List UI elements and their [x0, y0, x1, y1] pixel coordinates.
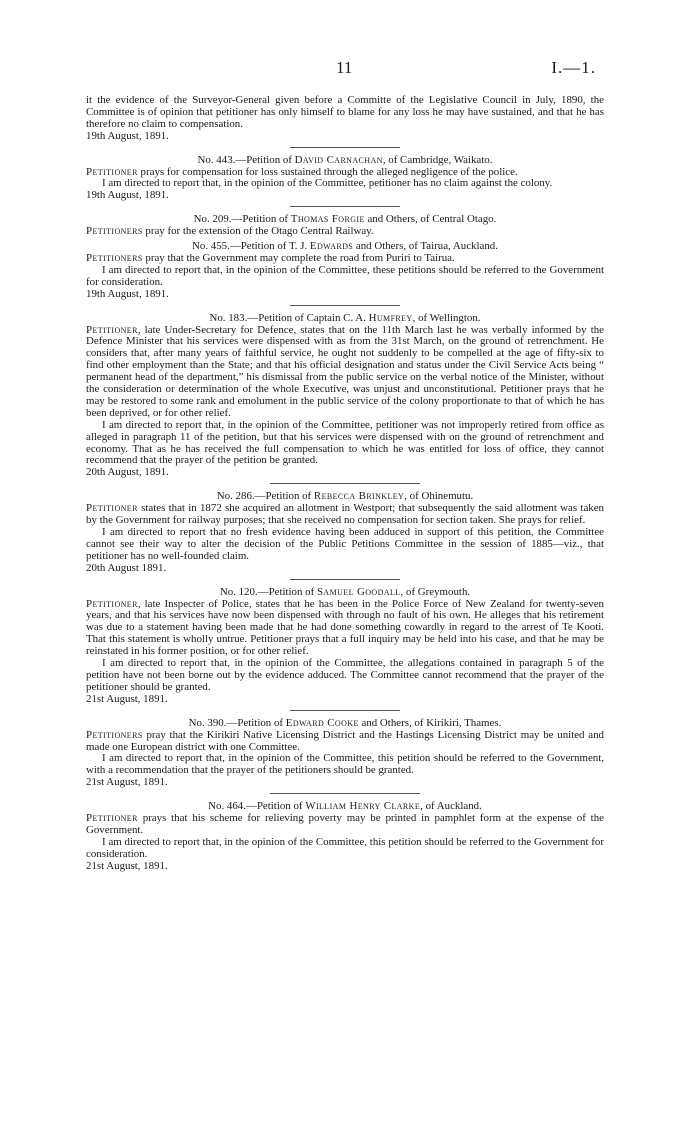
petition-120-report: I am directed to report that, in the opinion of the Committee, the allegations contained in paragraph 5 of the petition have not been borne out by the evidence adduced. The Committee cannot recommend that the prayer of the petitioner should be granted.	[86, 657, 604, 693]
page-number: 11	[336, 58, 353, 77]
petition-443-body: Petitioner prays for compensation for loss sustained through the alleged negligence of the police.	[86, 165, 518, 178]
petition-390-title: No. 390.—Petition of Edward Cooke and Others, of Kirikiri, Thames.	[188, 716, 502, 729]
petition-209-title: No. 209.—Petition of Thomas Forgie and Others, of Central Otago.	[193, 213, 497, 226]
petition-464-body: Petitioner prays that his scheme for relieving poverty may be printed in pamphlet form at the expense of the Government.	[86, 812, 604, 836]
petitioner-name: Thomas Forgie	[290, 213, 365, 226]
petition-390-body: Petitioners pray that the Kirikiri Native Licensing District and the Hastings Licensing District may be united and made one European district with one Committee.	[86, 728, 604, 753]
petitioner-name: William Henry Clarke	[305, 800, 421, 813]
document-reference: I.—1.	[551, 58, 596, 77]
petitioner-name: Samuel Goodall	[316, 585, 401, 598]
section-separator	[290, 305, 400, 306]
petition-120-title: No. 120.—Petition of Samuel Goodall, of Greymouth.	[219, 585, 471, 598]
intro-date: 19th August, 1891.	[86, 129, 169, 142]
petition-286-date: 20th August 1891.	[86, 561, 167, 574]
petitioner-name: David Carnachan	[294, 153, 383, 166]
petition-183-report: I am directed to report that, in the opinion of the Committee, petitioner was not improperly retired from office as alleged in paragraph 11 of the petition, but that his services were dispensed with on the ground of retrenchment and economy. That as he has received the full compensation to which he was entitled for loss of office, they cannot recommend that the prayer of the petition be granted.	[86, 418, 604, 467]
petition-183-body: Petitioner, late Under-Secretary for Defence, states that on the 11th March last he was verbally informed by the Defence Minister that his services were dispensed with as from the 31st March, on the ground of retrenchment. He considers that, after many years of faithful service, he ought not suddenly to be compelled at the age of fifty-six to find other employment than the State; and that his official designation and status under the Civil Service Acts being “ permanent head of the department,” his dismissal from the public service on the verbal notice of the Minister, without the consideration or determination of the whole Executive, was unjust and unconstitutional. Petitioner prays that he may be restored to some rank and emolument in the public service of the colony proportionate to that of which he has been deprived, or for other relief.	[86, 323, 604, 419]
section-separator	[290, 206, 400, 207]
petition-286-body: Petitioner states that in 1872 she acquired an allotment in Westport; that subsequently the said allotment was taken by the Government for railway purposes; that she received no compensation for section taken. She prays for relief.	[86, 502, 604, 527]
petition-390-report: I am directed to report that, in the opinion of the Committee, this petition should be referred to the Government, with a recommendation that the prayer of the petitioners should be granted.	[86, 752, 604, 777]
section-separator	[270, 793, 420, 794]
petition-209-body: Petitioners pray for the extension of the Otago Central Railway.	[86, 225, 374, 238]
page-content	[86, 95, 604, 873]
page-header	[0, 58, 700, 84]
petitioner-name: Humfrey	[368, 311, 413, 324]
petition-455-report: I am directed to report that, in the opinion of the Committee, these petitions should be referred to the Government for consideration.	[86, 263, 604, 288]
intro-paragraph: it the evidence of the Surveyor-General given before a Committe of the Legislative Council in July, 1890, the Committee is of opinion that petitioner has only himself to blame for any loss he may have sustained, and that he has therefore no claim to compensation.	[86, 94, 604, 130]
petition-443-date: 19th August, 1891.	[86, 189, 169, 202]
petition-390-date: 21st August, 1891.	[86, 776, 168, 789]
section-separator	[270, 483, 420, 484]
petition-455-title: No. 455.—Petition of T. J. Edwards and Others, of Tairua, Auckland.	[192, 240, 498, 253]
petition-464-title: No. 464.—Petition of William Henry Clarke, of Auckland.	[208, 800, 482, 813]
petition-120-body: Petitioner, late Inspecter of Police, states that he has been in the Police Force of New Zealand for twenty-seven years, and that his services have now been dispensed with through no fault of his own. He alleges that his retirement was due to a statement having been made that he had done something cowardly in regard to the arrest of Te Kooti. That this statement is wholly untrue. Petitioner prays that a full inquiry may be held into his case, and that he may be reinstated in his former position, or for other relief.	[86, 597, 604, 658]
petition-464-report: I am directed to report that, in the opinion of the Committee, this petition should be referred to the Government for consideration.	[86, 835, 604, 860]
petition-120-date: 21st August, 1891.	[86, 692, 168, 705]
petition-286-title: No. 286.—Petition of Rebecca Brinkley, of Ohinemutu.	[216, 490, 474, 503]
petition-455-body: Petitioners pray that the Government may complete the road from Puriri to Tairua.	[86, 251, 455, 264]
petition-443-report: I am directed to report that, in the opinion of the Committee, petitioner has no claim against the colony.	[102, 177, 553, 190]
petition-443-title: No. 443.—Petition of David Carnachan, of Cambridge, Waikato.	[197, 153, 493, 166]
petitioner-name: Rebecca Brinkley	[313, 490, 405, 503]
petition-286-report: I am directed to report that no fresh evidence having been adduced in support of this petition, the Committee cannot see their way to alter the decision of the Public Petitions Committee in the session of 1885—viz., that petitioner has no well-founded claim.	[86, 526, 604, 562]
petition-464-date: 21st August, 1891.	[86, 859, 168, 872]
section-separator	[290, 710, 400, 711]
petitioner-name: Edward Cooke	[285, 716, 359, 729]
petition-455-date: 19th August, 1891.	[86, 287, 169, 300]
section-separator	[290, 147, 400, 148]
petition-183-title: No. 183.—Petition of Captain C. A. Humfrey, of Wellington.	[209, 311, 481, 324]
petitioner-name: Edwards	[309, 240, 354, 253]
petition-183-date: 20th August, 1891.	[86, 466, 169, 479]
section-separator	[290, 579, 400, 580]
